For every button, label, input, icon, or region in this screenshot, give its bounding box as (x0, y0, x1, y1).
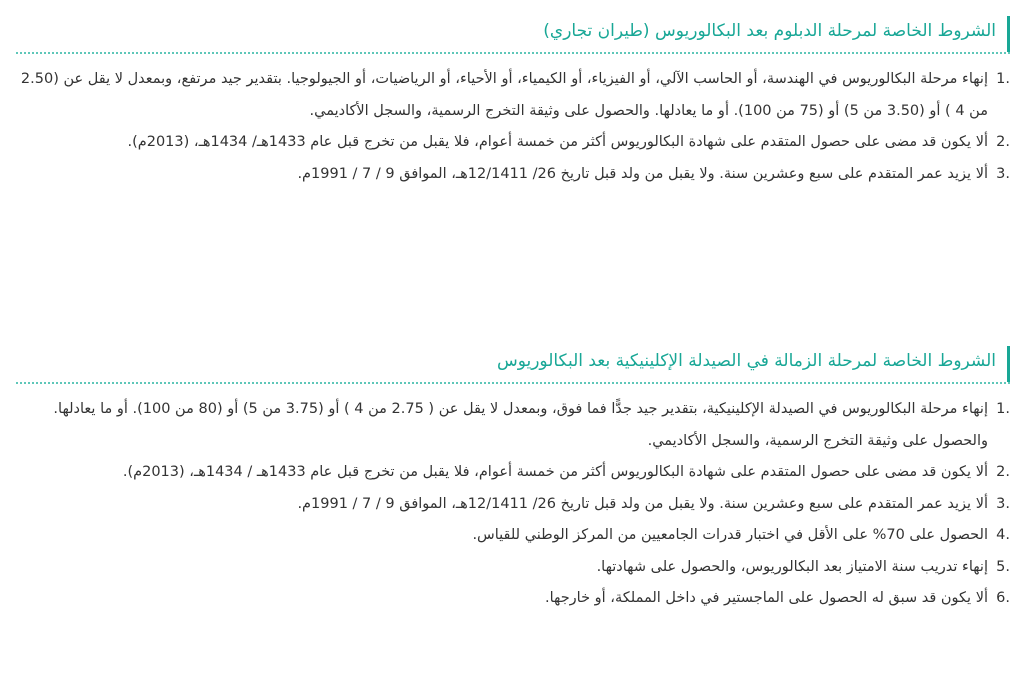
item-text: إنهاء مرحلة البكالوريوس في الهندسة، أو الحاسب الآلي، أو الفيزياء، أو الكيمياء، أو الأحياء، أو الرياضيات، أو الجيولوجيا. بتقدير جيد مرتفع، وبمعدل لا يقل عن (2.50 من 4 ) أو (3.50 من 5) أو (75 من 100). أو ما يعادلها. والحصول على وثيقة التخرج الرسمية، والسجل الأكاديمي. (20, 71, 988, 119)
item-number: 6. (996, 590, 1010, 606)
list-item (16, 520, 1010, 552)
list-item (16, 394, 1010, 457)
item-number: 1. (996, 71, 1010, 87)
item-number: 2. (996, 464, 1010, 480)
item-number: 5. (996, 558, 1010, 575)
item-text: ألا يكون قد مضى على حصول المتقدم على شهادة البكالوريوس أكثر من خمسة أعوام، فلا يقبل من تخرج قبل عام 1433هـ / 1434هـ، (2013م). (122, 464, 988, 480)
item-text: الحصول على 70% على الأقل في اختبار قدرات الجامعيين من المركز الوطني للقياس. (472, 527, 988, 543)
list-item (16, 64, 1010, 127)
list-item (16, 489, 1010, 521)
item-text: ألا يزيد عمر المتقدم على سبع وعشرين سنة. ولا يقبل من ولد قبل تاريخ 26/ 12/1411هـ، الموافق 9 / 7 / 1991م. (297, 165, 988, 182)
list-item (16, 159, 1010, 191)
requirements-list (16, 394, 1010, 615)
section-header (16, 16, 1010, 52)
section-title: الشروط الخاصة لمرحلة الزمالة في الصيدلة الإكلينيكية بعد البكالوريوس (496, 351, 996, 371)
dotted-divider (16, 382, 1010, 384)
item-text: ألا يكون قد سبق له الحصول على الماجستير في داخل المملكة، أو خارجها. (545, 590, 988, 606)
item-text: إنهاء تدريب سنة الامتياز بعد البكالوريوس، والحصول على شهادتها. (596, 558, 988, 575)
list-item (16, 457, 1010, 489)
header-accent-bar (1007, 16, 1010, 52)
item-number: 4. (996, 527, 1010, 543)
list-item (16, 583, 1010, 615)
section-title: الشروط الخاصة لمرحلة الدبلوم بعد البكالوريوس (طيران تجاري) (543, 21, 996, 41)
section-fellowship-clinical-pharmacy (16, 346, 1010, 615)
item-text: إنهاء مرحلة البكالوريوس في الصيدلة الإكلينيكية، بتقدير جيد جدًّا فما فوق، وبمعدل لا يقل عن ( 2.75 من 4 ) أو (3.75 من 5) أو (80 من 100). أو ما يعادلها. والحصول على وثيقة التخرج الرسمية، والسجل الأكاديمي. (53, 401, 988, 449)
dotted-divider (16, 52, 1010, 54)
section-header (16, 346, 1010, 382)
item-number: 3. (996, 495, 1010, 512)
section-diploma-commercial-aviation (16, 16, 1010, 190)
item-number: 1. (996, 401, 1010, 417)
header-accent-bar (1007, 346, 1010, 382)
item-text: ألا يزيد عمر المتقدم على سبع وعشرين سنة. ولا يقبل من ولد قبل تاريخ 26/ 12/1411هـ، الموافق 9 / 7 / 1991م. (297, 495, 988, 512)
item-number: 3. (996, 165, 1010, 182)
list-item (16, 552, 1010, 584)
item-text: ألا يكون قد مضى على حصول المتقدم على شهادة البكالوريوس أكثر من خمسة أعوام، فلا يقبل من تخرج قبل عام 1433هـ/ 1434هـ، (2013م). (127, 134, 988, 150)
item-number: 2. (996, 134, 1010, 150)
list-item (16, 127, 1010, 159)
requirements-list (16, 64, 1010, 190)
